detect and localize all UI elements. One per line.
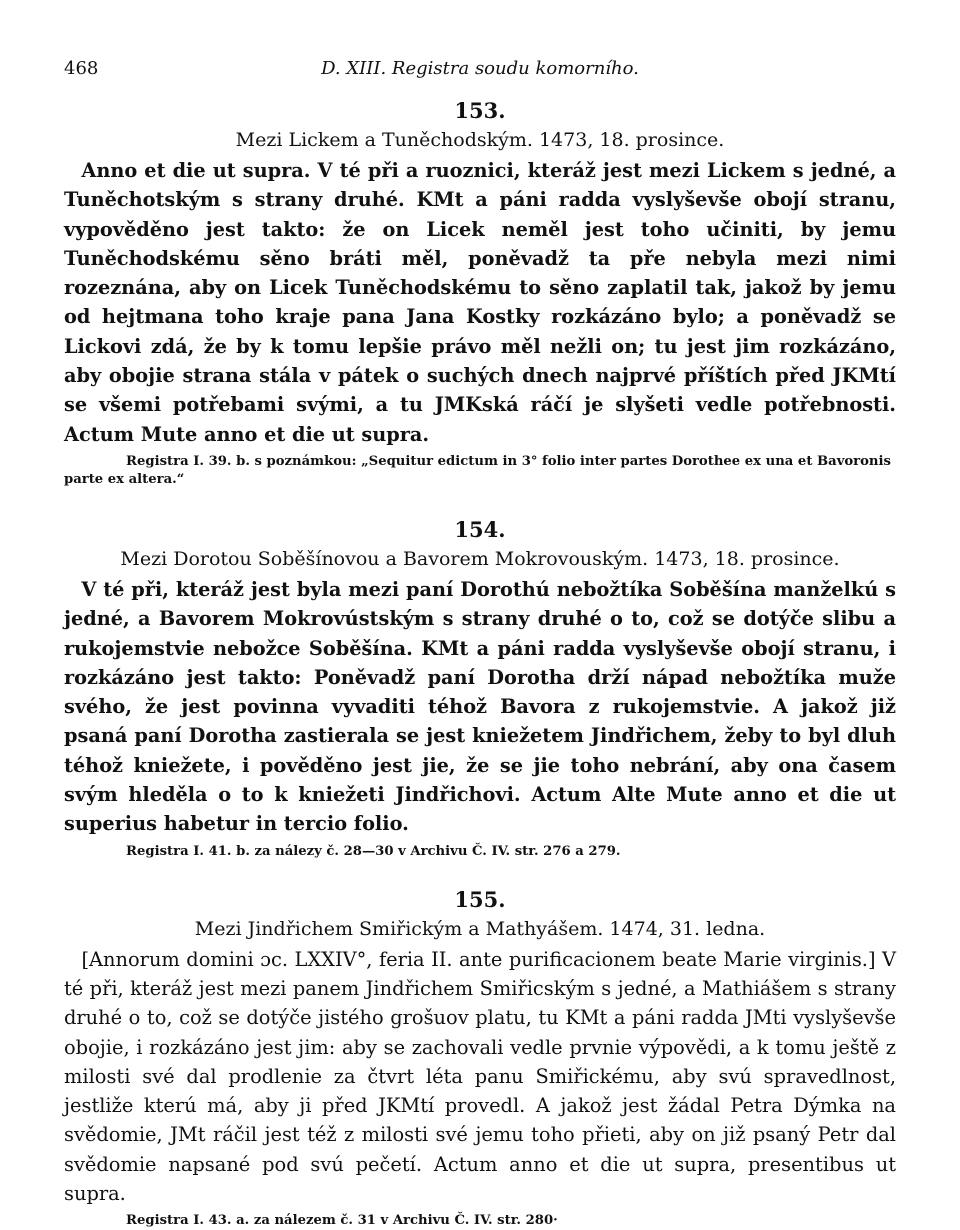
entry-number: 155. (454, 886, 506, 912)
entry-heading: Mezi Jindřichem Smiřickým a Mathyášem. 1474, 31. ledna. (194, 917, 766, 940)
page-number: 468 (64, 58, 99, 79)
entry-source-note: Registra I. 41. b. za nálezy č. 28—30 v Archivu Č. IV. str. 276 a 279. (126, 843, 621, 859)
entry-text: V té při, kteráž jest byla mezi paní Dorothú nebožtíka Soběšína manželkú s jedné, a Bavorem Mokrovústským s strany druhé o to, což se dotýče slibu a rukojemstvie nebožce Soběšína. KMt a páni radda vyslyševše obojí stranu, i rozkázáno jest takto: Poněvadž paní Dorotha drží nápad nebožtíka muže svého, že jest povinna vyvaditi téhož Bavora z rukojemstvie. A jakož již psaná paní Dorotha zastierala se jest kniežetem Jindřichem, žeby to byl dluh téhož kniežete, i pověděno jest jie, že se jie toho nebrání, aby ona časem svým hleděla o to k kniežeti Jindřichovi. Actum Alte Mute anno et die ut superius habetur in tercio folio. (64, 577, 896, 836)
entry-number: 154. (454, 516, 506, 542)
entry-153 (64, 98, 896, 489)
entry-source-note: Registra I. 43. a. za nálezem č. 31 v Archivu Č. IV. str. 280· (126, 1213, 558, 1229)
running-title: D. XIII. Registra soudu komorního. (321, 58, 639, 79)
entry-source-note: Registra I. 39. b. s poznámkou: „Sequitur edictum in 3° folio inter partes Dorothee ex una et Bavoronis parte ex altera.“ (64, 453, 891, 487)
entry-text: [Annorum domini ɔc. LXXIV°, feria II. ante purificacionem beate Marie virginis.] V té při, kteráž jest mezi panem Jindřichem Smiřicským s jedné, a Mathiášem s strany druhé o to, což se dotýče jistého grošuov platu, tu KMt a páni radda JMti vyslyševše obojie, i rozkázáno jest jim: aby se zachovali vedle prvnie výpovědi, a k tomu ještě z milosti své dal prodlenie za čtvrt léta panu Smiřickému, aby svú spravedlnost, jestliže kterú má, aby ji před JKMtí provedl. A jakož jest žádal Petra Dýmka na svědomie, JMt ráčil jest též z milosti své jemu toho přieti, aby on již psaný Petr dal svědomie napsané pod svú pečetí. Actum anno et die ut supra, presentibus ut supra. (64, 947, 896, 1206)
entry-heading: Mezi Lickem a Tuněchodským. 1473, 18. prosince. (235, 129, 725, 151)
running-head (64, 54, 896, 88)
entry-text: Anno et die ut supra. V té při a ruoznici, kteráž jest mezi Lickem s jedné, a Tuněchotským s strany druhé. KMt a páni radda vyslyševše obojí stranu, vypověděno jest takto: že on Licek neměl jest toho učiniti, by jemu Tuněchodskému sěno bráti měl, poněvadž ta pře nebyla mezi nimi rozeznána, aby on Licek Tuněchodskému to sěno zaplatil tak, jakož by jemu od hejtmana toho kraje pana Jana Kostky rozkázáno bylo; a poněvadž se Lickovi zdá, že by k tomu lepšie právo měl nežli on; tu jest jim rozkázáno, aby obojie strana stála v pátek o suchých dnech najprvé příštích před JKMtí se všemi potřebami svými, a tu JMKská ráčí je slyšeti vedle potřebnosti. Actum Mute anno et die ut supra. (64, 159, 896, 446)
entry-155 (64, 887, 896, 1230)
entry-number: 153. (454, 98, 506, 123)
entry-heading: Mezi Dorotou Soběšínovou a Bavorem Mokrovouským. 1473, 18. prosince. (120, 547, 840, 570)
entry-154 (64, 517, 896, 861)
